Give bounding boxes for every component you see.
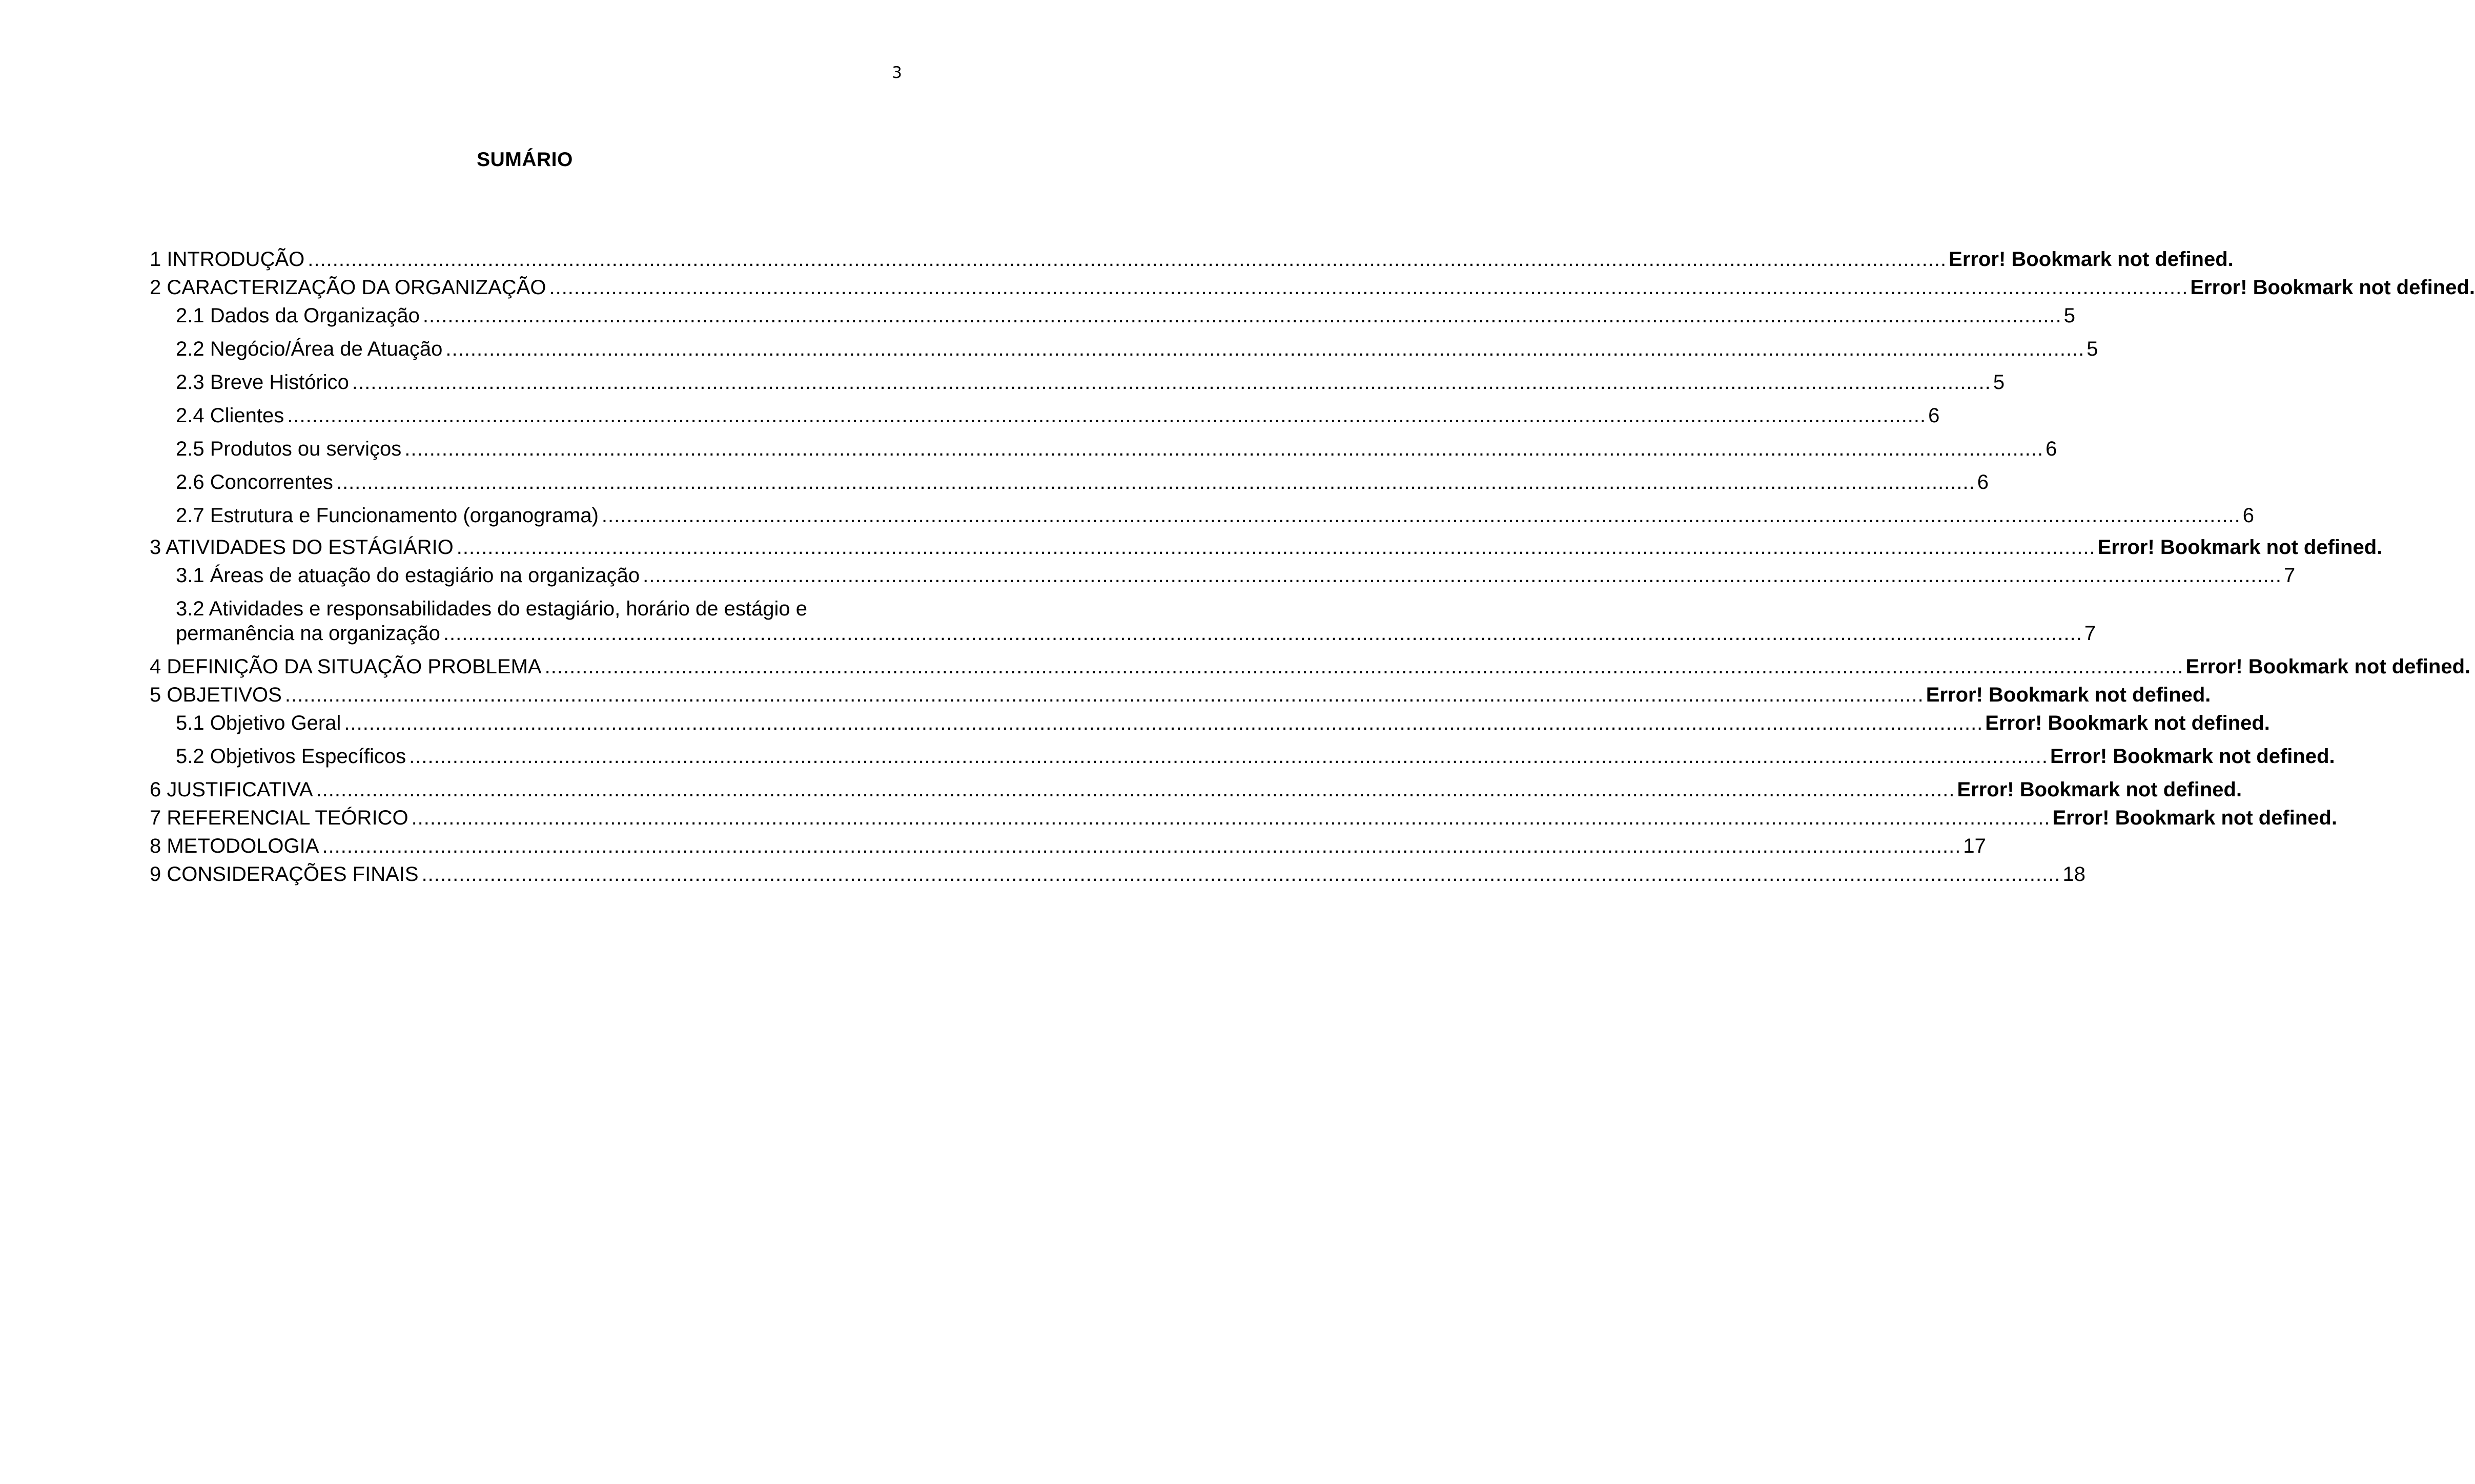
toc-entry-page: Error! Bookmark not defined. (1957, 778, 2242, 801)
toc-entry-label: 2 CARACTERIZAÇÃO DA ORGANIZAÇÃO (150, 276, 546, 299)
toc-entry-page: 6 (1977, 471, 1989, 493)
page-number: 3 (892, 64, 902, 82)
toc-entry-label: 2.6 Concorrentes (176, 471, 333, 493)
toc-leader-dots: ........................................................................................................................................................................................................................................................................ (544, 655, 2184, 678)
toc-entry-objetivos-especificos[interactable] (176, 744, 2335, 769)
toc-entry-label: 2.2 Negócio/Área de Atuação (176, 338, 443, 360)
toc-entry-label: 8 METODOLOGIA (150, 835, 319, 857)
toc-entry-label: 9 CONSIDERAÇÕES FINAIS (150, 863, 419, 885)
toc-entry-historico[interactable] (176, 370, 2005, 395)
toc-leader-dots: ........................................................................................................................................................................................................................................................................ (601, 504, 2241, 527)
toc-entry-objetivos[interactable] (150, 683, 2211, 707)
toc-entry-page: Error! Bookmark not defined. (2050, 745, 2335, 768)
toc-entry-concorrentes[interactable] (176, 470, 1989, 494)
toc-leader-dots: ........................................................................................................................................................................................................................................................................ (316, 778, 1955, 801)
toc-leader-dots: ........................................................................................................................................................................................................................................................................ (445, 338, 2085, 360)
toc-entry-label: 5.1 Objetivo Geral (176, 712, 341, 734)
toc-leader-dots: ........................................................................................................................................................................................................................................................................ (287, 404, 1927, 427)
toc-entry-label: 2.4 Clientes (176, 404, 284, 427)
toc-entry-negocio[interactable] (176, 337, 2098, 361)
toc-leader-dots: ........................................................................................................................................................................................................................................................................ (443, 622, 2082, 645)
toc-entry-label: 3.1 Áreas de atuação do estagiário na organização (176, 564, 640, 587)
toc-entry-page: 5 (2087, 338, 2098, 360)
toc-entry-page: Error! Bookmark not defined. (1949, 248, 2234, 271)
toc-entry-page: 6 (1928, 404, 1940, 427)
toc-entry-justificativa[interactable] (150, 777, 2242, 802)
toc-entry-clientes[interactable] (176, 403, 1940, 428)
toc-entry-page: Error! Bookmark not defined. (2097, 536, 2383, 559)
toc-entry-page: Error! Bookmark not defined. (1985, 712, 2270, 734)
toc-entry-label: 2.3 Breve Histórico (176, 371, 349, 394)
toc-entry-referencial[interactable] (150, 806, 2338, 830)
toc-leader-dots: ........................................................................................................................................................................................................................................................................ (352, 371, 1991, 394)
toc-entry-label: 3 ATIVIDADES DO ESTÁGIÁRIO (150, 536, 454, 559)
toc-entry-label: 5.2 Objetivos Específicos (176, 745, 406, 768)
page-title: SUMÁRIO (477, 149, 573, 171)
toc-entry-caracterizacao[interactable] (150, 275, 2475, 300)
toc-leader-dots: ........................................................................................................................................................................................................................................................................ (411, 807, 2051, 829)
toc-entry-dados-organizacao[interactable] (176, 303, 2076, 328)
toc-entry-page: 5 (1993, 371, 2005, 394)
toc-leader-dots: ........................................................................................................................................................................................................................................................................ (284, 684, 1924, 706)
toc-leader-dots: ........................................................................................................................................................................................................................................................................ (404, 438, 2044, 460)
toc-entry-atividades-resp-line1[interactable]: 3.2 Atividades e responsabilidades do estagiário, horário de estágio e (176, 597, 807, 620)
toc-entry-consideracoes[interactable] (150, 862, 2085, 887)
toc-entry-areas-atuacao[interactable] (176, 563, 2296, 588)
toc-entry-estrutura[interactable] (176, 503, 2255, 528)
toc-entry-page: 17 (1963, 835, 1986, 857)
toc-entry-page: 7 (2084, 622, 2096, 645)
toc-entry-label: 7 REFERENCIAL TEÓRICO (150, 807, 408, 829)
toc-entry-atividades[interactable] (150, 535, 2383, 560)
toc-entry-introducao[interactable] (150, 247, 2234, 272)
toc-leader-dots: ........................................................................................................................................................................................................................................................................ (344, 712, 1983, 734)
toc-leader-dots: ........................................................................................................................................................................................................................................................................ (308, 248, 1947, 271)
toc-entry-page: Error! Bookmark not defined. (1926, 684, 2211, 706)
toc-entry-page: Error! Bookmark not defined. (2190, 276, 2475, 299)
toc-leader-dots: ........................................................................................................................................................................................................................................................................ (336, 471, 1975, 493)
toc-leader-dots: ........................................................................................................................................................................................................................................................................ (643, 564, 2282, 587)
toc-entry-page: 6 (2046, 438, 2057, 460)
toc-entry-page: Error! Bookmark not defined. (2185, 655, 2471, 678)
toc-entry-objetivo-geral[interactable] (176, 711, 2270, 735)
toc-entry-label: 2.5 Produtos ou serviços (176, 438, 402, 460)
toc-leader-dots: ........................................................................................................................................................................................................................................................................ (422, 304, 2062, 327)
toc-leader-dots: ........................................................................................................................................................................................................................................................................ (456, 536, 2096, 559)
toc-leader-dots: ........................................................................................................................................................................................................................................................................ (409, 745, 2049, 768)
toc-entry-label: 2.1 Dados da Organização (176, 304, 420, 327)
toc-leader-dots: ........................................................................................................................................................................................................................................................................ (322, 835, 1961, 857)
toc-leader-dots: ........................................................................................................................................................................................................................................................................ (421, 863, 2061, 885)
toc-entry-atividades-resp[interactable] (176, 621, 2096, 646)
toc-entry-page: Error! Bookmark not defined. (2052, 807, 2338, 829)
toc-entry-situacao-problema[interactable] (150, 654, 2471, 679)
toc-entry-label: permanência na organização (176, 622, 440, 645)
toc-entry-metodologia[interactable] (150, 834, 1986, 858)
toc-entry-page: 6 (2242, 504, 2255, 527)
toc-leader-dots: ........................................................................................................................................................................................................................................................................ (549, 276, 2188, 299)
toc-entry-page: 18 (2062, 863, 2085, 885)
toc-entry-label: 2.7 Estrutura e Funcionamento (organograma) (176, 504, 599, 527)
toc-entry-label: 5 OBJETIVOS (150, 684, 282, 706)
toc-entry-produtos[interactable] (176, 437, 2057, 461)
toc-entry-label: 1 INTRODUÇÃO (150, 248, 305, 271)
toc-entry-page: 5 (2063, 304, 2076, 327)
toc-entry-label: 4 DEFINIÇÃO DA SITUAÇÃO PROBLEMA (150, 655, 542, 678)
toc-entry-page: 7 (2283, 564, 2296, 587)
toc-entry-label: 6 JUSTIFICATIVA (150, 778, 313, 801)
